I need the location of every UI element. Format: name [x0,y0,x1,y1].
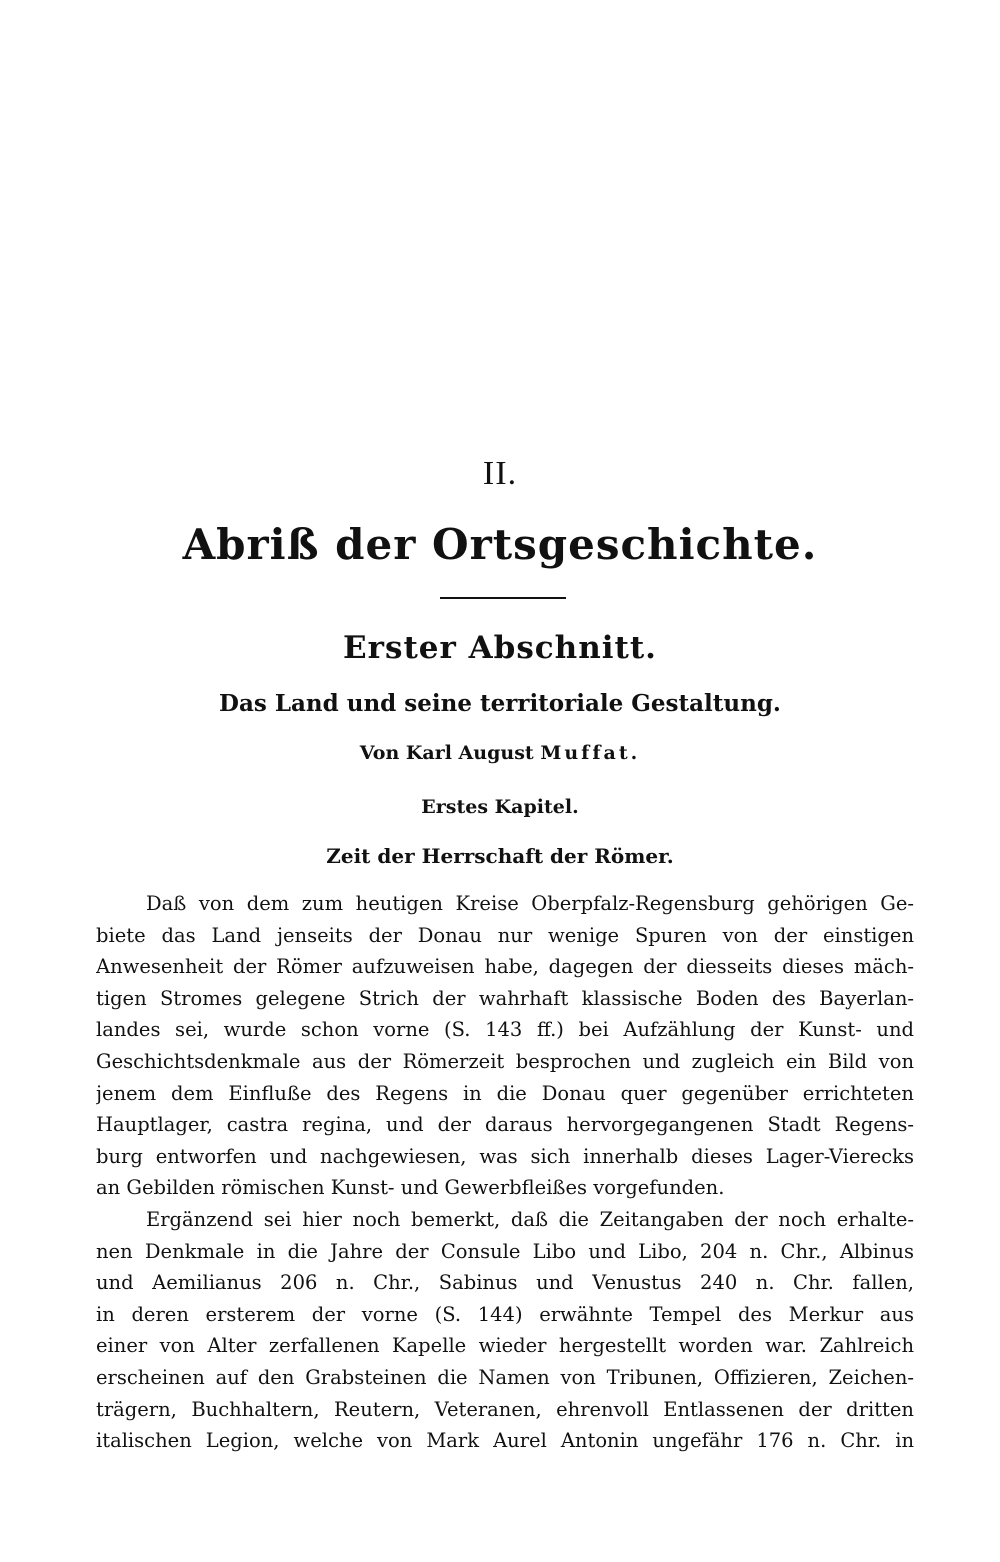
text-line: Hauptlager, castra regina, und der daraus hervorgegangenen Stadt Regens- [96,1113,914,1137]
text-line: Daß von dem zum heutigen Kreise Oberpfalz-Regensburg gehörigen Ge- [146,892,914,915]
main-title: Abriß der Ortsgeschichte. [182,520,818,569]
chapter-heading: Erstes Kapitel. [421,796,579,818]
text-line: und Aemilianus 206 n. Chr., Sabinus und Venustus 240 n. Chr. fallen, [96,1271,914,1295]
text-line: einer von Alter zerfallenen Kapelle wieder hergestellt worden war. Zahlreich [96,1334,914,1358]
text-line: an Gebilden römischen Kunst- und Gewerbfleißes vorgefunden. [96,1176,725,1200]
text-line: burg entworfen und nachgewiesen, was sich innerhalb dieses Lager-Vierecks [96,1144,914,1168]
text-line: italischen Legion, welche von Mark Aurel Antonin ungefähr 176 n. Chr. in [96,1429,914,1453]
section-title: Erster Abschnitt. [343,630,657,666]
text-line: Ergänzend sei hier noch bemerkt, daß die Zeitangaben der noch erhalte- [146,1207,914,1231]
section-subtitle: Das Land und seine territoriale Gestaltung. [219,690,781,717]
text-line: biete das Land jenseits der Donau nur wenige Spuren von der einstigen [96,923,914,947]
body-text [96,888,914,1457]
text-line: in deren ersterem der vorne (S. 144) erwähnte Tempel des Merkur aus [96,1302,914,1326]
chapter-title: Zeit der Herrschaft der Römer. [326,844,674,868]
title-divider [440,597,566,599]
text-line: Geschichtsdenkmale aus der Römerzeit besprochen und zugleich ein Bild von [96,1049,914,1073]
text-line: trägern, Buchhaltern, Reutern, Veteranen, ehrenvoll Entlassenen der dritten [96,1397,914,1421]
part-numeral: II. [482,455,518,492]
text-line: tigen Stromes gelegene Strich der wahrhaft klassische Boden des Bayerlan- [96,986,914,1010]
text-line: nen Denkmale in die Jahre der Consule Libo und Libo, 204 n. Chr., Albinus [96,1239,914,1263]
author-prefix: Von Karl August [359,742,534,764]
author-line [0,742,1000,764]
text-line: Anwesenheit der Römer aufzuweisen habe, dagegen der diesseits dieses mäch- [96,955,914,979]
author-surname: Muffat. [540,742,641,764]
text-line: jenem dem Einfluße des Regens in die Donau quer gegenüber errichteten [96,1081,914,1105]
text-line: landes sei, wurde schon vorne (S. 143 ff.) bei Aufzählung der Kunst- und [96,1018,914,1042]
text-line: erscheinen auf den Grabsteinen die Namen von Tribunen, Offizieren, Zeichen- [96,1365,914,1389]
